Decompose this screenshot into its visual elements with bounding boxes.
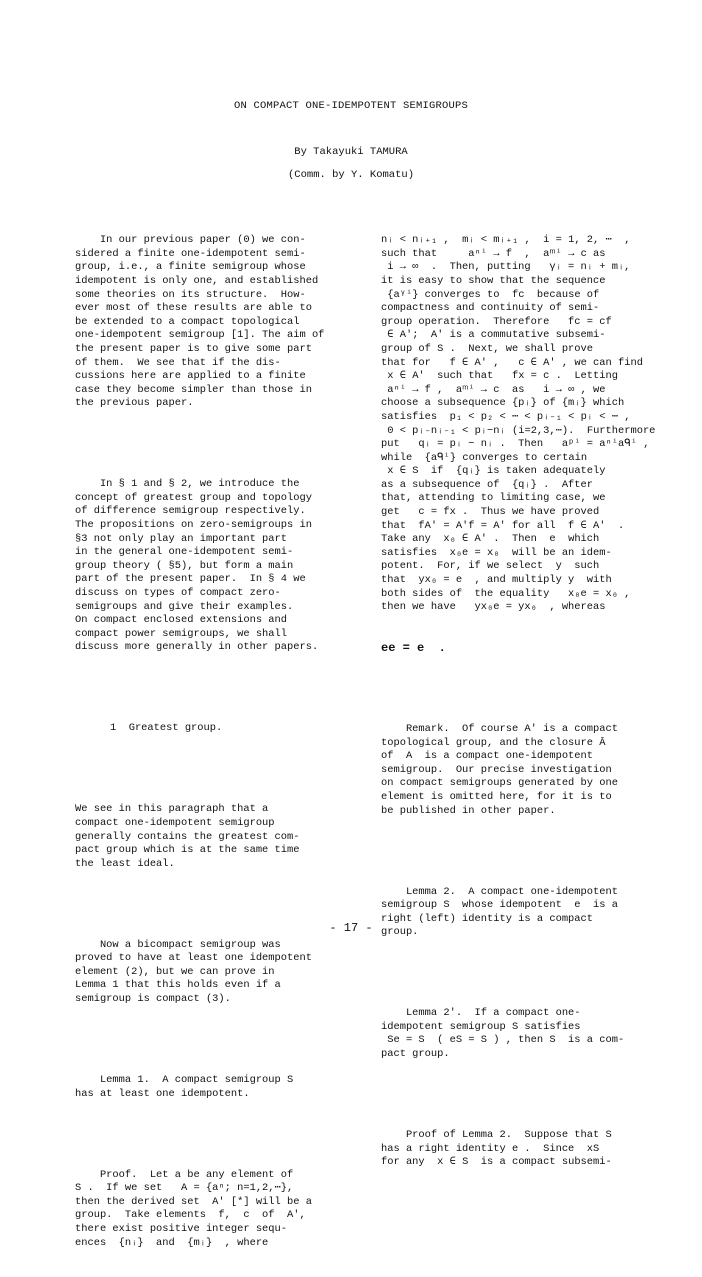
proof-lemma-1: [75, 1169, 345, 1251]
text-line: satisfies x₀e = x₀ will be an idem-: [381, 546, 612, 559]
text-line: be extended to a compact topological: [75, 315, 300, 328]
text-line: there exist positive integer sequ-: [75, 1222, 288, 1235]
overview-paragraph: [75, 478, 345, 655]
text-line: group theory ( §5), but form a main: [75, 559, 294, 572]
text-line: Remark. Of course A' is a compact: [381, 722, 618, 735]
text-line: as a subsequence of {qᵢ} . After: [381, 478, 594, 491]
text-line: group of S . Next, we shall prove: [381, 342, 594, 355]
text-line: We see in this paragraph that a: [75, 803, 269, 816]
text-line: the present paper is to give some part: [75, 342, 312, 355]
bicompact-paragraph: [75, 939, 345, 1007]
text-line: Lemma 2. A compact one-idempotent: [381, 885, 618, 898]
proof-continuation: [381, 234, 656, 615]
text-line: nᵢ < nᵢ₊₁ , mᵢ < mᵢ₊₁ , i = 1, 2, ⋯ ,: [381, 234, 631, 247]
text-line: Lemma 2'. If a compact one-: [381, 1007, 581, 1020]
text-line: generally contains the greatest com-: [75, 830, 300, 843]
text-line: that yx₀ = e , and multiply y with: [381, 574, 612, 587]
text-line: Proof of Lemma 2. Suppose that S: [381, 1129, 612, 1141]
text-line: group, i.e., a finite semigroup whose: [75, 261, 306, 274]
text-line: group operation. Therefore fc = cf: [381, 315, 612, 328]
text-line: Se = S ( eS = S ) , then S is a com-: [381, 1034, 625, 1047]
text-line: group. Take elements f, c of A',: [75, 1209, 306, 1222]
text-line: case they become simpler than those in: [75, 383, 312, 396]
text-line: discuss on types of compact zero-: [75, 587, 281, 600]
text-line: sidered a finite one-idempotent semi-: [75, 247, 306, 260]
text-line: aⁿⁱ → f , aᵐⁱ → c as i → ∞ , we: [381, 383, 606, 396]
text-line: has a right identity e . Since xS: [381, 1142, 600, 1155]
text-line: on compact semigroups generated by one: [381, 777, 618, 790]
text-line: some theories on its structure. How-: [75, 288, 306, 301]
text-line: S . If we set A = {aⁿ; n=1,2,⋯},: [75, 1182, 294, 1195]
text-line: proved to have at least one idempotent: [75, 952, 312, 965]
communicated-by: (Comm. by Y. Komatu): [287, 169, 415, 181]
text-line: 0 < pᵢ₋nᵢ₋₁ < pᵢ−nᵢ (i=2,3,⋯). Furthermore: [381, 424, 656, 437]
author-line: By Takayuki TAMURA: [294, 146, 408, 158]
section-heading: 1 Greatest group.: [110, 722, 223, 735]
text-line: of A is a compact one-idempotent: [381, 750, 594, 763]
text-line: be published in other paper.: [381, 804, 556, 817]
lemma-1: [75, 1074, 345, 1101]
text-line: idempotent semigroup S satisfies: [381, 1020, 581, 1033]
text-line: x ∈ A' such that fx = c . Letting: [381, 370, 618, 383]
text-line: choose a subsequence {pᵢ} of {mᵢ} which: [381, 397, 625, 410]
proof-lemma-2: [381, 1129, 656, 1170]
text-line: concept of greatest group and topology: [75, 491, 312, 504]
text-line: that for f ∈ A' , c ∈ A' , we can find: [381, 356, 643, 369]
idempotent-equation: ee = e .: [381, 641, 446, 655]
text-line: semigroups and give their examples.: [75, 600, 294, 613]
text-line: while {aᑫⁱ} converges to certain: [381, 451, 588, 464]
text-line: i → ∞ . Then, putting γᵢ = nᵢ + mᵢ,: [381, 261, 631, 274]
text-line: that fA' = A'f = A' for all f ∈ A' .: [381, 519, 625, 532]
paper-title: ON COMPACT ONE-IDEMPOTENT SEMIGROUPS: [233, 100, 469, 112]
text-line: ∈ A'; A' is a commutative subsemi-: [381, 329, 606, 342]
text-line: element is omitted here, for it is to: [381, 790, 612, 803]
text-line: semigroup is compact (3).: [75, 993, 231, 1006]
text-line: pact group.: [381, 1048, 450, 1061]
text-line: ever most of these results are able to: [75, 302, 312, 315]
left-column: [75, 207, 345, 1277]
text-line: of them. We see that if the dis-: [75, 356, 281, 369]
text-line: right (left) identity is a compact: [381, 912, 594, 925]
text-line: In § 1 and § 2, we introduce the: [75, 478, 300, 491]
text-line: the previous paper.: [75, 397, 194, 410]
text-line: Proof. Let a be any element of: [75, 1168, 294, 1181]
intro-paragraph: [75, 234, 345, 411]
text-line: Take any x₀ ∈ A' . Then e which: [381, 533, 600, 546]
text-line: idempotent is only one, and established: [75, 274, 319, 287]
text-line: has at least one idempotent.: [75, 1087, 250, 1100]
text-line: that, attending to limiting case, we: [381, 492, 606, 505]
text-line: group.: [381, 926, 419, 939]
text-line: get c = fx . Thus we have proved: [381, 506, 600, 519]
text-line: {aᵞⁱ} converges to fc because of: [381, 288, 600, 301]
text-line: part of the present paper. In § 4 we: [75, 573, 306, 586]
text-line: then we have yx₀e = yx₀ , whereas: [381, 601, 606, 614]
text-line: of difference semigroup respectively.: [75, 505, 306, 518]
text-line: cussions here are applied to a finite: [75, 370, 306, 383]
section-intro-paragraph: [75, 803, 345, 871]
text-line: pact group which is at the same time: [75, 844, 300, 857]
lemma-2-prime: [381, 1007, 656, 1061]
text-line: In our previous paper (0) we con-: [75, 234, 306, 247]
text-line: semigroup. Our precise investigation: [381, 763, 612, 776]
text-line: then the derived set A' [*] will be a: [75, 1195, 312, 1208]
text-line: compact one-idempotent semigroup: [75, 816, 275, 829]
text-line: it is easy to show that the sequence: [381, 274, 606, 287]
text-line: ences {nᵢ} and {mᵢ} , where: [75, 1236, 269, 1249]
text-line: element (2), but we can prove in: [75, 965, 275, 978]
text-line: compact power semigroups, we shall: [75, 627, 288, 640]
text-line: semigroup S whose idempotent e is a: [381, 899, 618, 912]
text-line: in the general one-idempotent semi-: [75, 546, 294, 559]
text-line: Lemma 1 that this holds even if a: [75, 979, 281, 992]
text-line: §3 not only play an important part: [75, 532, 288, 545]
text-line: satisfies p₁ < p₂ < ⋯ < pᵢ₋₁ < pᵢ < ⋯ ,: [381, 410, 631, 423]
text-line: The propositions on zero-semigroups in: [75, 519, 312, 532]
text-line: such that aⁿⁱ → f , aᵐⁱ → c as: [381, 247, 606, 260]
text-line: the least ideal.: [75, 857, 175, 870]
text-line: compactness and continuity of semi-: [381, 302, 600, 315]
text-line: for any x ∈ S is a compact subsemi-: [381, 1156, 612, 1169]
text-line: Lemma 1. A compact semigroup S: [75, 1074, 294, 1087]
text-line: x ∈ S if {qᵢ} is taken adequately: [381, 465, 606, 478]
text-line: On compact enclosed extensions and: [75, 614, 288, 627]
right-column: [381, 207, 656, 1197]
text-line: discuss more generally in other papers.: [75, 641, 319, 654]
remark-paragraph: [381, 723, 656, 818]
text-line: both sides of the equality x₀e = x₀ ,: [381, 587, 631, 600]
text-line: Now a bicompact semigroup was: [75, 938, 281, 951]
page-number: - 17 -: [329, 921, 373, 935]
text-line: put qᵢ = pᵢ − nᵢ . Then aᵖⁱ = aⁿⁱaᑫⁱ ,: [381, 438, 650, 451]
text-line: potent. For, if we select y such: [381, 560, 600, 573]
text-line: one-idempotent semigroup [1]. The aim of: [75, 329, 325, 342]
text-line: topological group, and the closure Ā: [381, 736, 606, 749]
